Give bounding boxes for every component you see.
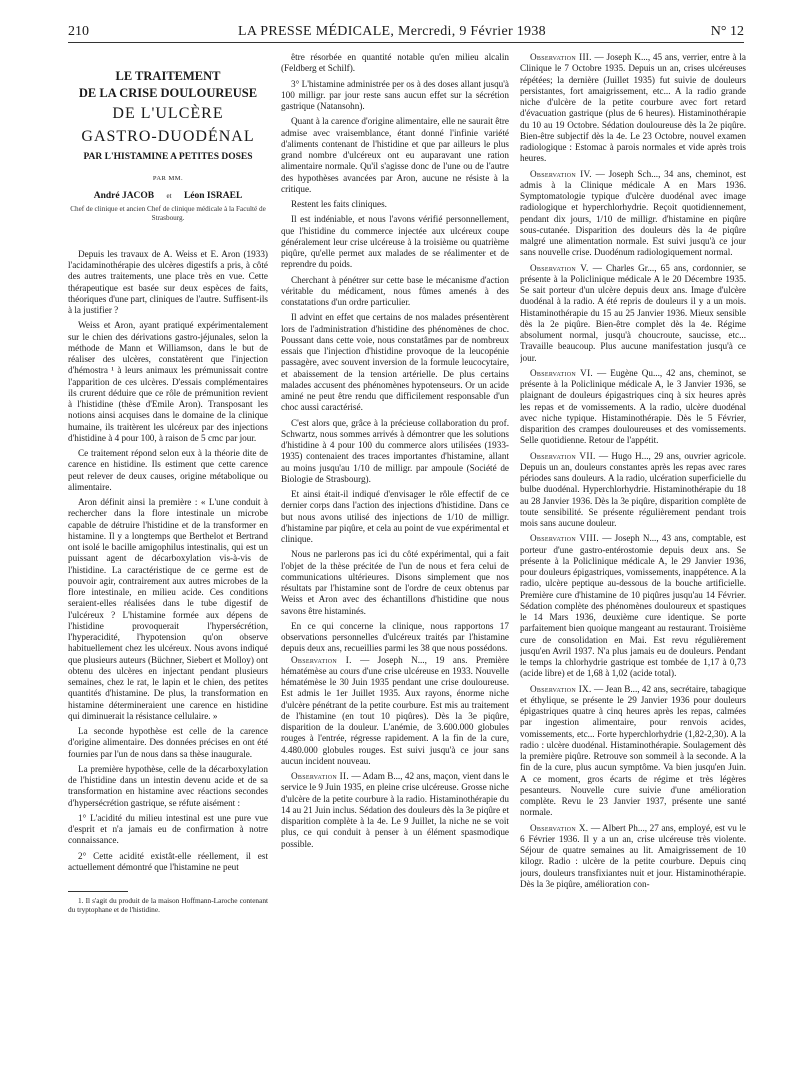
title-line-2: DE LA CRISE DOULOUREUSE	[78, 86, 258, 100]
by-line: PAR MM.	[152, 175, 184, 183]
observation-label: Observation V.	[530, 262, 589, 273]
masthead: LA PRESSE MÉDICALE, Mercredi, 9 Février 1938	[238, 24, 546, 39]
observation-label: Observation IV.	[530, 168, 592, 179]
paragraph: 3° L'histamine administrée per os à des doses allant jusqu'à 100 milligr. par jour reste sans aucun effet sur la sécrétion gastrique (Natansohn).	[281, 78, 509, 111]
paragraph: Et ainsi était-il indiqué d'envisager le rôle effectif de ce dernier corps dans l'action des injections d'histidine. Dans ce but nous avons utilisé des injections de 1/10 de milligr. d'histamine par piqûre, et cela au point de vue expérimental et clinique.	[281, 489, 509, 544]
paragraph: 1° L'acidité du milieu intestinal est une pure vue d'esprit et n'a jamais eu de confirmation à notre connaissance.	[68, 812, 268, 846]
author-conjunction: et	[166, 191, 172, 200]
observation-paragraph	[520, 684, 746, 819]
observation-text: — Albert Ph..., 27 ans, employé, est vu le 6 Février 1936. Il y a un an, crise ulcéreuse très violente. Séjour de quatre semaines au lit. Amaigrissement de 10 kilogr. Radio : ulcère de la petite courbure. Depuis cinq jours, douleurs transfixiantes nuit et jour. Histaminothérapie. Dès la 3e piqûre, amélioration con-	[520, 822, 746, 889]
footnote-rule	[68, 891, 128, 892]
observation-text: — Charles Gr..., 65 ans, cordonnier, se présente à la Policlinique médicale A le 20 Décembre 1935. Se sait porteur d'un ulcère depuis deux ans. Image d'ulcère duodénal à la radio. A été repris de douleurs il y a un mois. Histaminothérapie du 15 au 25 Janvier 1936. Mieux sensible dès la 2e piqûre. Bien-être complet dès la 4e. Régime absolument normal, jusqu'à choucroute, saucisse, etc... Travaille beaucoup. Plus aucune manifestation jusqu'à ce jour.	[520, 262, 746, 363]
paragraph: Cherchant à pénétrer sur cette base le mécanisme d'action véritable du médicament, nous fûmes amenés à des constatations d'un ordre particulier.	[281, 274, 509, 307]
author-2: Léon ISRAEL	[183, 190, 243, 201]
paragraph: Ce traitement répond selon eux à la théorie dite de carence en histidine. Ils estiment que cette carence peut relever de deux causes, origine métabolique ou alimentaire.	[68, 448, 268, 492]
paragraph: Depuis les travaux de A. Weiss et E. Aron (1933) l'acidaminothérapie des ulcères digestifs a pris, à côté des autres traitements, une place très en vue. Cette thérapeutique est basée sur deux espèces de faits, théoriques d'une part, cliniques de l'autre. Suffisent-ils à la justifier ?	[68, 248, 268, 315]
title-line-1: LE TRAITEMENT	[115, 69, 221, 83]
paragraph: Aron définit ainsi la première : « L'une conduit à rechercher dans la flore intestinale un microbe capable de détruire l'histidine et de la transformer en histamine. Il y a longtemps que Berthelot et Bertrand ont isolé le bacille amigophilus intestinalis, qui est un puissant agent de décarboxylation vis-à-vis de l'histidine. La caractéristique de ce germe est de pouvoir agir, contrairement aux autres microbes de la flore intestinale, en milieu acide. Ces conditions seraient-elles réalisées dans le tube digestif de l'ulcéreux ? L'histamine formée aux dépens de l'histidine provoquerait l'hypersécrétion, l'hyperacidité, l'hypotension qu'on observe habituellement chez les ulcéreux. Nous avons indiqué que plusieurs auteurs (Büchner, Siebert et Molloy) ont obtenu des ulcères en injectant pendant plusieurs semaines, chez le rat, le lapin et le chien, des petites quantités d'histamine. De plus, la transformation en histamine détermineraient une carence en histidine qui diminuerait la résistance cellulaire. »	[68, 497, 268, 721]
paragraph: En ce qui concerne la clinique, nous rapportons 17 observations personnelles d'ulcéreux traités par l'histamine depuis deux ans, recueillies parmi les 38 que nous possédons.	[281, 620, 509, 654]
observation-paragraph	[520, 52, 746, 165]
paragraph: Weiss et Aron, ayant pratiqué expérimentalement sur le chien des dérivations gastro-jéjunales, selon la méthode de Mann et Williamson, dans le but de réaliser des ulcères, constatèrent que l'injection d'hémostra ¹ à leurs animaux les prémunissait contre l'apparition de ces ulcères. D'essais complémentaires ils crurent déduire que ce rôle de prémunition revient à l'histidine (thèse d'Emile Aron). Transposant les notions ainsi acquises dans le domaine de la clinique humaine, ils traitèrent les ulcéreux par des injections d'histidine à 4 pour 100, à raison de 5 cmc par jour.	[68, 320, 268, 443]
column-3	[520, 52, 746, 1062]
paragraph: Il advint en effet que certains de nos malades présentèrent lors de l'administration d'histidine des phénomènes de choc. Poussant dans cette voie, nous constatâmes par de nombreux essais que l'injection d'histidine provoque de la leucopénie passagère, avec souvent inversion de la formule leucocytaire, et abaissement de la tension artérielle. De plus certains malades accusent des phénomènes hypotenseurs. Or un acide aminé ne peut être rendu que difficilement responsable d'un choc aussi caractérisé.	[281, 312, 509, 413]
column-1-body	[68, 249, 268, 873]
observation-text: — Joseph N..., 43 ans, comptable, est porteur d'une gastro-entérostomie depuis deux ans. Se présente à la Policlinique médicale A, le 29 Janvier 1936, pour douleurs épigastriques, vomissements, inappétence. A la radio, ulcère peptique au-dessous de la bouche artificielle. Première cure d'histamine de 10 piqûres jusqu'au 14 Février. Sédation complète des phénomènes douloureux et spastiques le 14 Mars 1936, deuxième cure identique. Se porte parfaitement bien quoique mangeant au restaurant. Troisième cure de consolidation en Mai. Est revu régulièrement jusqu'en Avril 1937. N'a plus jamais eu de douleurs. Pendant le temps la chlorhydrie gastrique est tombée de 1,17 à 0,73 (acide libre) et de 1,68 à 1,02 (acide total).	[520, 533, 746, 679]
observation-label: Observation VI.	[530, 367, 594, 378]
observation-text: — Adam B..., 42 ans, maçon, vient dans le service le 9 Juin 1935, en pleine crise ulcéreuse. Grosse niche d'ulcère de la petite courbure à la radio. Histaminothérapie du 14 au 21 Juin inclus. Sédation des douleurs dès la 3e piqûre et disparition complète à la 4e. Le 9 Juillet, la niche ne se voit plus, ce qui conduit à penser à un élément spasmodique possible.	[281, 771, 509, 849]
column-1	[68, 52, 268, 1062]
observation-paragraph	[520, 451, 746, 530]
paragraph: C'est alors que, grâce à la précieuse collaboration du prof. Schwartz, nous sommes arrivés à démontrer que les solutions d'histidine à 4 pour 100 du commerce alors utilisées (1933-1935) contenaient des traces importantes d'histamine, allant au moins jusqu'au 1/10 de milligr. par ampoule (Société de Biologie de Strasbourg).	[281, 417, 509, 484]
observation-text: — Eugène Qu..., 42 ans, cheminot, se présente à la Policlinique médicale A, le 3 Janvier 1936, se plaignant de douleurs épigastriques cinq à six heures après les repas et de vomissements. A la radio, ulcère duodénal avec niche typique. Histaminothérapie. Dès le 5 Février, disparition des crampes douloureuses et des vomissements. Selle quotidienne. Retour de l'appétit.	[520, 367, 746, 446]
column-3-observations	[520, 52, 746, 890]
column-2-observations	[281, 655, 509, 850]
paragraph: Nous ne parlerons pas ici du côté expérimental, qui a fait l'objet de la thèse précitée de l'un de nous et fera celui de communications ultérieures. Disons simplement que nos résultats par l'histamine sont de l'ordre de ceux obtenus par Weiss et Aron avec des échantillons d'histidine que nous savons être histaminés.	[281, 549, 509, 616]
observation-text: — Joseph N..., 19 ans. Première hématémèse au cours d'une crise ulcéreuse en 1933. Nouvelle hématémèse le 30 Juin 1935 pendant une crise douloureuse. Est admis le 1er Juillet 1935. Aux rayons, énorme niche d'ulcère pénétrant de la petite courbure. Est mis au traitement de l'histamine (en tout 10 piqûres). Dès la 3e piqûre, disparition de la douleur. L'anémie, de 3.600.000 globules rouges à l'entrée, régresse rapidement. A la fin de la cure, 4.480.000 globules rouges. Est suivi jusqu'à ce jour sans aucun incident nouveau.	[281, 654, 509, 766]
issue-number: N° 12	[710, 24, 744, 39]
running-header	[68, 22, 744, 44]
page-number: 210	[68, 24, 89, 39]
column-2	[281, 52, 509, 1062]
title-line-5: PAR L'HISTAMINE A PETITES DOSES	[83, 152, 253, 162]
paragraph: 2° Cette acidité existât-elle réellement, il est actuellement démontré que l'histamine ne peut	[68, 850, 268, 872]
observation-label: Observation VII.	[530, 450, 596, 461]
column-2-body	[281, 52, 509, 655]
paragraph: Il est indéniable, et nous l'avons vérifié personnellement, que l'histidine du commerce injectée aux ulcéreux coupe généralement leur crise ulcéreuse à la troisième ou quatrième piqûre, qu'elle permet aux malades de se réalimenter et de reprendre du poids.	[281, 214, 509, 270]
observation-paragraph	[281, 655, 509, 768]
paragraph: être résorbée en quantité notable qu'en milieu alcalin (Feldberg et Schilf).	[281, 52, 509, 74]
observation-label: Observation II.	[291, 771, 349, 781]
observation-paragraph	[520, 263, 746, 364]
observation-paragraph	[520, 368, 746, 447]
observation-paragraph	[520, 169, 746, 259]
observation-paragraph	[281, 771, 509, 850]
paragraph: La seconde hypothèse est celle de la carence d'origine alimentaire. Des données précises en ont été fournies par l'un de nous dans sa thèse inaugurale.	[68, 726, 268, 759]
author-1: André JACOB	[93, 190, 155, 201]
observation-label: Observation I.	[291, 654, 352, 665]
affiliation: Chef de clinique et ancien Chef de clinique médicale à la Faculté de Strasbourg.	[70, 204, 266, 222]
title-line-3: DE L'ULCÈRE	[112, 105, 224, 122]
observation-label: Observation IX.	[530, 683, 592, 694]
article-title	[68, 68, 268, 163]
paragraph: Quant à la carence d'origine alimentaire, elle ne saurait être admise avec vraisemblance, étant donné l'infinie variété d'aliments contenant de l'histidine et que par ailleurs le plus grand nombre d'ulcéreux ont eu auparavant une ration alimentaire normale. Qu'il s'agisse donc de l'une ou de l'autre des hypothèses avancées par Aron, aucune ne résiste à la critique.	[281, 116, 509, 194]
authors	[68, 191, 268, 202]
observation-paragraph	[520, 823, 746, 891]
paragraph: Restent les faits cliniques.	[291, 199, 387, 209]
observation-paragraph	[520, 533, 746, 679]
observation-label: Observation III.	[530, 52, 592, 62]
paragraph: La première hypothèse, celle de la décarboxylation de l'histidine dans un intestin devenu acide et de sa transformation en histamine avec réactions secondes d'hypersécrétion gastrique, se réfute aisément :	[68, 763, 268, 808]
observation-label: Observation X.	[530, 822, 589, 833]
title-line-4: GASTRO-DUODÉNAL	[81, 128, 255, 145]
observation-text: — Hugo H..., 29 ans, ouvrier agricole. Depuis un an, douleurs constantes après les repas avec rares périodes sans douleurs. A la radio, ulcération superficielle du bulbe duodénal. Hyperchlorhydrie. Histaminothérapie du 18 au 28 Janvier 1936. Dès la 3e piqûre, disparition complète de toute sensibilité. Se présente régulièrement pendant trois mois sans aucune douleur.	[520, 450, 746, 528]
observation-label: Observation VIII.	[530, 533, 599, 544]
observation-text: — Joseph K..., 45 ans, verrier, entre à la Clinique le 7 Octobre 1935. Depuis un an, crises ulcéreuses répétées; la dernière (Juillet 1935) fut suivie de douleurs persistantes, fort amaigrissement, etc... A la radio grande niche d'ulcère de la petite courbure avec fort retard d'évacuation gastrique (plus de 6 heures). Histaminothérapie du 10 au 19 Octobre. Sédation douloureuse dès la 2e piqûre. Bien-être subjectif dès la 4e. Le 23 Octobre, nouvel examen radiologique : Estomac à parois normales et vide après trois heures.	[520, 52, 746, 164]
footnote: 1. Il s'agit du produit de la maison Hoffmann-Laroche contenant du tryptophane et de l'histidine.	[68, 896, 268, 914]
observation-text: — Joseph Sch..., 34 ans, cheminot, est admis à la Clinique médicale A en Mars 1936. Symptomatologie typique d'ulcère duodénal avec image radiologique et hyperchlorhydrie. Reçoit quotidiennement, pendant dix jours, 1/10 de milligr. d'histamine en piqûre sous-cutanée. Disparition des douleurs dès la 4e piqûre malgré une alimentation normale. Est suivi jusqu'à ce jour sans nouvelle crise. Duodénum radiologiquement normal.	[520, 168, 746, 258]
header-rule	[68, 42, 744, 43]
observation-text: — Jean B..., 42 ans, secrétaire, tabagique et éthylique, se présente le 29 Janvier 1936 pour douleurs épigastriques quatre à cinq heures après les repas, calmées par ingestion alimentaire, pour renvois acides, vomissements, etc... Forte hyperchlorhydrie (1,82-2,30). A la radio : ulcère duodénal. Histaminothérapie. Soulagement dès la première piqûre. Retrouve son sommeil à la seconde. A la fin de la cure, plus aucun symptôme. Va bien jusqu'en Juin. A ce moment, gros écarts de régime et très légères pesanteurs. Nouvelle cure suivie d'une amélioration complète. Revu le 23 Janvier 1937, présente une santé normale.	[520, 683, 746, 818]
